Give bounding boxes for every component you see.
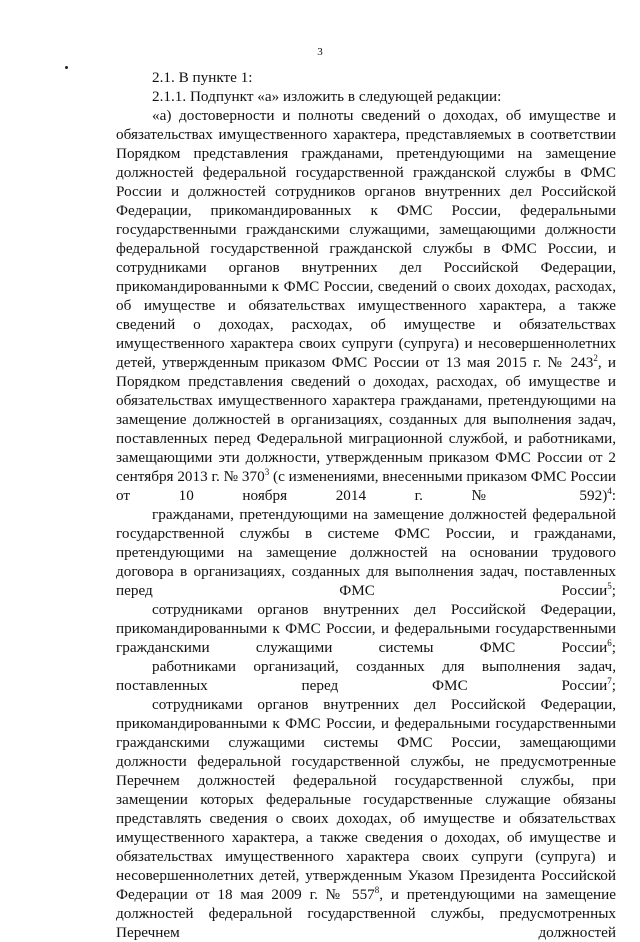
paragraph-a-text-3: (с изменениями, внесенными приказом ФМС России от 10 ноября 2014 г. № 592) bbox=[116, 468, 617, 504]
paragraph-employees bbox=[116, 600, 616, 657]
footnote-ref-5: 5 bbox=[607, 581, 612, 591]
heading-2-1: 2.1. В пункте 1: bbox=[152, 69, 253, 86]
paragraph-officers-end: , и претендующими на замещение должностей федеральной государственной службы, предусмотренных Перечнем должностей bbox=[116, 886, 616, 941]
heading-2-1-1: 2.1.1. Подпункт «а» изложить в следующей редакции: bbox=[152, 88, 502, 105]
paragraph-employees-end: ; bbox=[611, 639, 616, 656]
paragraph-a-text-1: «а) достоверности и полноты сведений о доходах, об имуществе и обязательствах имущественного характера, представляемых в соответствии Порядком представления гражданами, претендующими на замещение должностей федеральной государственной гражданской службы в ФМС России и должностей сотрудников органов внутренних дел Российской Федерации, прикомандированных к ФМС России, федеральными государственными гражданскими служащими, замещающими должности федеральной государственной гражданской службы в ФМС России, и сотрудниками органов внутренних дел Российской Федерации, прикомандированными к ФМС России, сведений о своих доходах, расходах, об имуществе и обязательствах имущественного характера, а также сведений о доходах, расходах, об имуществе и обязательствах имущественного характера своих супруги (супруга) и несовершеннолетних детей, утвержденным приказом ФМС России от 13 мая 2015 г. № 243 bbox=[116, 107, 616, 371]
paragraph-officers-text: сотрудниками органов внутренних дел Российской Федерации, прикомандированными к ФМС России, и федеральными государственными гражданскими служащими системы ФМС России, замещающими должности федеральной государственной службы, не предусмотренные Перечнем должностей федеральной государственной службы, при замещении которых федеральные государственные служащие обязаны представлять сведения о своих доходах, об имуществе и обязательствах имущественного характера, а также сведения о доходах, об имуществе и обязательствах имущественного характера своих супруги (супруга) и несовершеннолетних детей, утвержденным Указом Президента Российской Федерации от 18 мая 2009 г. № 557 bbox=[116, 696, 616, 903]
document-body bbox=[116, 68, 616, 942]
footnote-ref-6: 6 bbox=[607, 638, 612, 648]
footnote-ref-3: 3 bbox=[264, 467, 270, 477]
footnote-ref-8: 8 bbox=[374, 885, 380, 895]
paragraph-workers bbox=[116, 657, 616, 695]
paragraph-a bbox=[116, 106, 616, 505]
paragraph-a-text-4: : bbox=[611, 487, 616, 504]
paragraph-citizens-text: гражданами, претендующими на замещение должностей федеральной государственной службы в системе ФМС России, и гражданами, претендующими на замещение должностей на основании трудового договора в организациях, созданных для выполнения задач, поставленных перед ФМС России bbox=[116, 506, 616, 599]
scan-dot bbox=[65, 66, 68, 69]
footnote-ref-2: 2 bbox=[593, 353, 598, 363]
paragraph-workers-end: ; bbox=[611, 677, 616, 694]
paragraph-citizens-end: ; bbox=[611, 582, 616, 599]
paragraph-employees-text: сотрудниками органов внутренних дел Российской Федерации, прикомандированными к ФМС России, и федеральными государственными гражданскими служащими системы ФМС России bbox=[116, 601, 616, 656]
page-number: 3 bbox=[317, 46, 323, 58]
paragraph-citizens bbox=[116, 505, 616, 600]
paragraph-a-text-2: , и Порядком представления сведений о доходах, расходах, об имуществе и обязательствах имущественного характера гражданами, претендующими на замещение должностей в организациях, созданных для выполнения задач, поставленных перед Федеральной миграционной службой, и работниками, замещающими эти должности, утвержденным приказом ФМС России от 2 сентября 2013 г. № 370 bbox=[116, 354, 616, 485]
footnote-ref-7: 7 bbox=[607, 676, 612, 686]
footnote-ref-4: 4 bbox=[607, 486, 612, 496]
paragraph-workers-text: работниками организаций, созданных для выполнения задач, поставленных перед ФМС России bbox=[116, 658, 616, 694]
